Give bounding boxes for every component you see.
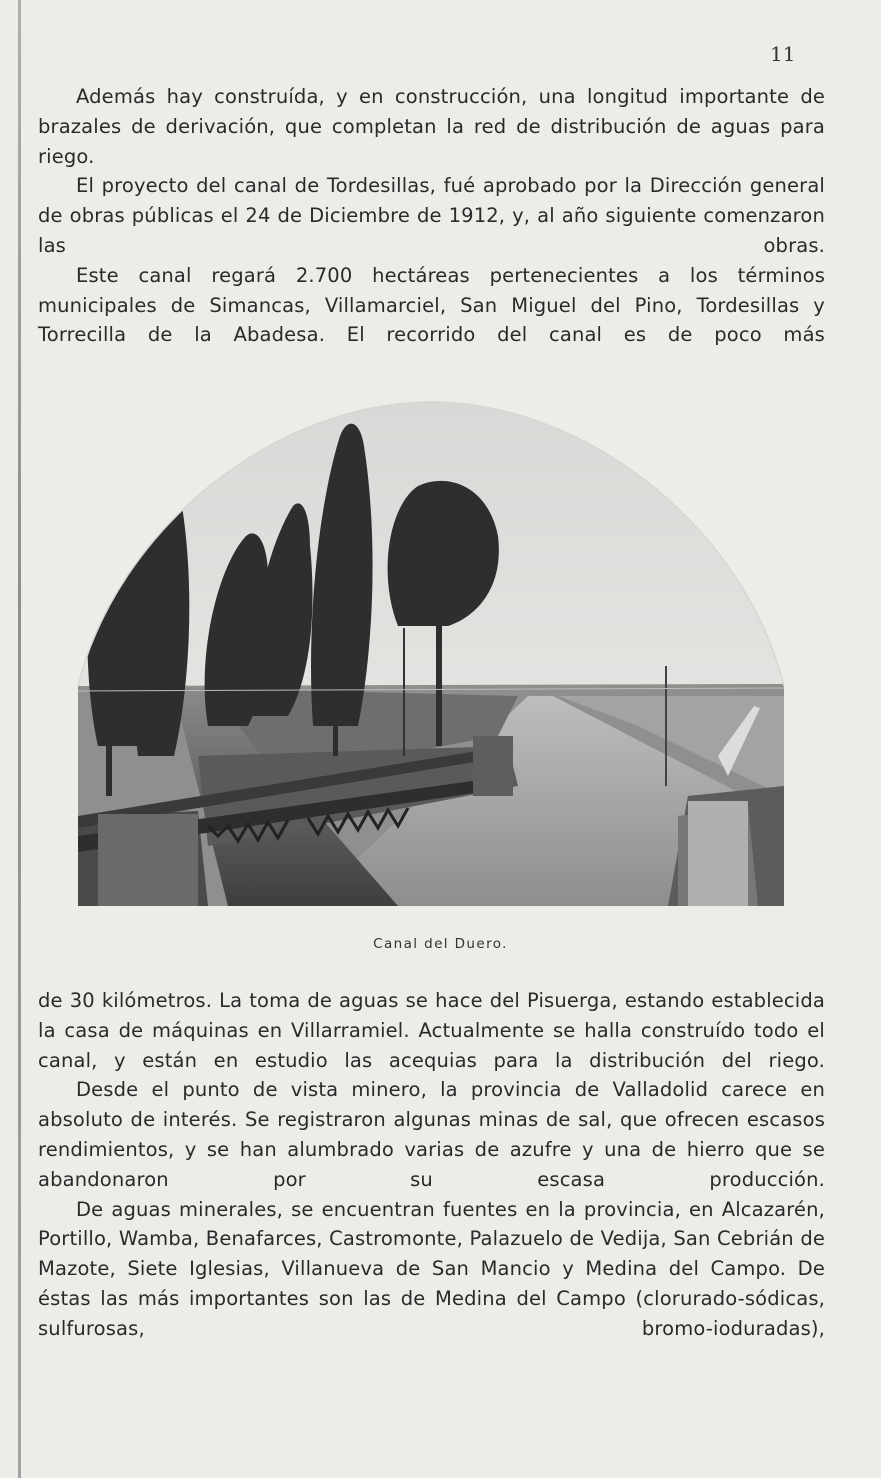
paragraph-aguas-minerales: De aguas minerales, se encuentran fuentes en la provincia, en Alcazarén, Portillo, Wamba, Benafarces, Castromonte, Palazuelo de Vedija, San Cebrián de Mazote, Siete Iglesias, Villanueva de San Mancio y Medina del Campo. De éstas las más importantes son las de Medina del Campo (clorurado-sódicas, sulfurosas, bromo-ioduradas), bbox=[38, 1197, 825, 1340]
text-block-bottom bbox=[38, 986, 825, 1344]
paragraph-kilometros-toma: de 30 kilómetros. La toma de aguas se hace del Pisuerga, estando establecida la casa de máquinas en Villarramiel. Actualmente se halla construído todo el canal, y están en estudio las acequias para la distribución del riego. bbox=[38, 989, 825, 1072]
figure-caption: Canal del Duero. bbox=[373, 936, 508, 952]
page-number: 11 bbox=[770, 42, 796, 66]
paragraph-proyecto-tordesillas: El proyecto del canal de Tordesillas, fué aprobado por la Dirección general de obras públicas el 24 de Diciembre de 1912, y, al año siguiente comenzaron las obras. bbox=[38, 174, 825, 257]
paragraph-brazales: Además hay construída, y en construcción, una longitud importante de brazales de derivación, que completan la red de distribución de aguas para riego. bbox=[38, 85, 825, 168]
canal-del-duero-photo bbox=[78, 396, 784, 906]
text-block-top bbox=[38, 82, 825, 350]
paragraph-canal-hectareas: Este canal regará 2.700 hectáreas pertenecientes a los términos municipales de Simancas, Villamarciel, San Miguel del Pino, Tordesillas y Torrecilla de la Abadesa. El recorrido del canal es de poco más bbox=[38, 263, 825, 347]
paragraph-minero: Desde el punto de vista minero, la provincia de Valladolid carece en absoluto de interés. Se registraron algunas minas de sal, que ofrecen escasos rendimientos, y se han alumbrado varias de azufre y una de hierro que se abandonaron por su escasa producción. bbox=[38, 1078, 825, 1191]
page-binding-edge bbox=[18, 0, 21, 1478]
